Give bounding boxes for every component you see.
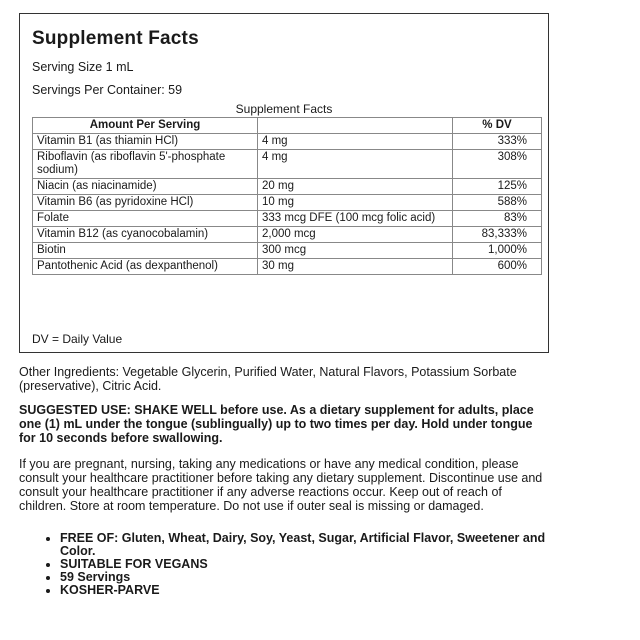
- table-row: [33, 179, 542, 195]
- nutrient-name: Vitamin B12 (as cyanocobalamin): [33, 227, 258, 243]
- table-row: [33, 211, 542, 227]
- table-caption: Supplement Facts: [235, 102, 333, 116]
- nutrient-amount: 4 mg: [258, 150, 453, 179]
- nutrient-dv: 1,000%: [453, 243, 542, 259]
- supplement-facts-panel: [19, 13, 549, 353]
- table-row: [33, 259, 542, 275]
- nutrient-amount: 2,000 mcg: [258, 227, 453, 243]
- nutrient-name: Vitamin B6 (as pyridoxine HCl): [33, 195, 258, 211]
- nutrient-dv: 600%: [453, 259, 542, 275]
- nutrient-amount: 20 mg: [258, 179, 453, 195]
- table-row: [33, 227, 542, 243]
- nutrient-dv: 125%: [453, 179, 542, 195]
- list-item: • FREE OF: Gluten, Wheat, Dairy, Soy, Yeast, Sugar, Artificial Flavor, Sweetener and Color.: [60, 532, 550, 558]
- list-item: • SUITABLE FOR VEGANS: [60, 558, 550, 571]
- list-item: • KOSHER-PARVE: [60, 584, 550, 597]
- list-item: • 59 Servings: [60, 571, 550, 584]
- nutrient-dv: 83%: [453, 211, 542, 227]
- nutrient-name: Niacin (as niacinamide): [33, 179, 258, 195]
- nutrient-dv: 308%: [453, 150, 542, 179]
- nutrient-name: Pantothenic Acid (as dexpanthenol): [33, 259, 258, 275]
- nutrient-amount: 30 mg: [258, 259, 453, 275]
- nutrient-name: Vitamin B1 (as thiamin HCl): [33, 134, 258, 150]
- other-ingredients: Other Ingredients: Vegetable Glycerin, Purified Water, Natural Flavors, Potassium Sorbate (preservative), Citric Acid.: [19, 365, 517, 393]
- dv-note: DV = Daily Value: [32, 332, 123, 346]
- table-header-row: [33, 118, 542, 134]
- table-row: [33, 243, 542, 259]
- warning-text: If you are pregnant, nursing, taking any medications or have any medical condition, please consult your healthcare practitioner before taking any dietary supplement. Discontinue use and consult your healthcare practitioner if any adverse reactions occur. Keep out of reach of children. Store at room temperature. Do not use if outer seal is missing or damaged.: [19, 457, 543, 513]
- servings-per-container: Servings Per Container: 59: [32, 83, 183, 97]
- nutrient-dv: 588%: [453, 195, 542, 211]
- nutrient-amount: 333 mcg DFE (100 mcg folic acid): [258, 211, 453, 227]
- suggested-use: SUGGESTED USE: SHAKE WELL before use. As a dietary supplement for adults, place one (1) mL under the tongue (sublingually) up to two times per day. Hold under tongue for 10 seconds before swallowing.: [19, 403, 534, 445]
- table-row: [33, 134, 542, 150]
- nutrient-name: Folate: [33, 211, 258, 227]
- table-row: [33, 150, 542, 179]
- header-dv: % DV: [453, 118, 542, 134]
- nutrient-name: Biotin: [33, 243, 258, 259]
- nutrient-name: Riboflavin (as riboflavin 5'-phosphate sodium): [33, 150, 258, 179]
- supplement-facts-table: [32, 117, 542, 275]
- nutrient-amount: 4 mg: [258, 134, 453, 150]
- nutrient-dv: 333%: [453, 134, 542, 150]
- header-amount-per-serving: Amount Per Serving: [33, 118, 258, 134]
- feature-list: [22, 532, 550, 597]
- panel-title: Supplement Facts: [32, 28, 199, 49]
- nutrient-amount: 10 mg: [258, 195, 453, 211]
- nutrient-amount: 300 mcg: [258, 243, 453, 259]
- header-amount: [258, 118, 453, 134]
- table-row: [33, 195, 542, 211]
- nutrient-dv: 83,333%: [453, 227, 542, 243]
- serving-size: Serving Size 1 mL: [32, 60, 134, 74]
